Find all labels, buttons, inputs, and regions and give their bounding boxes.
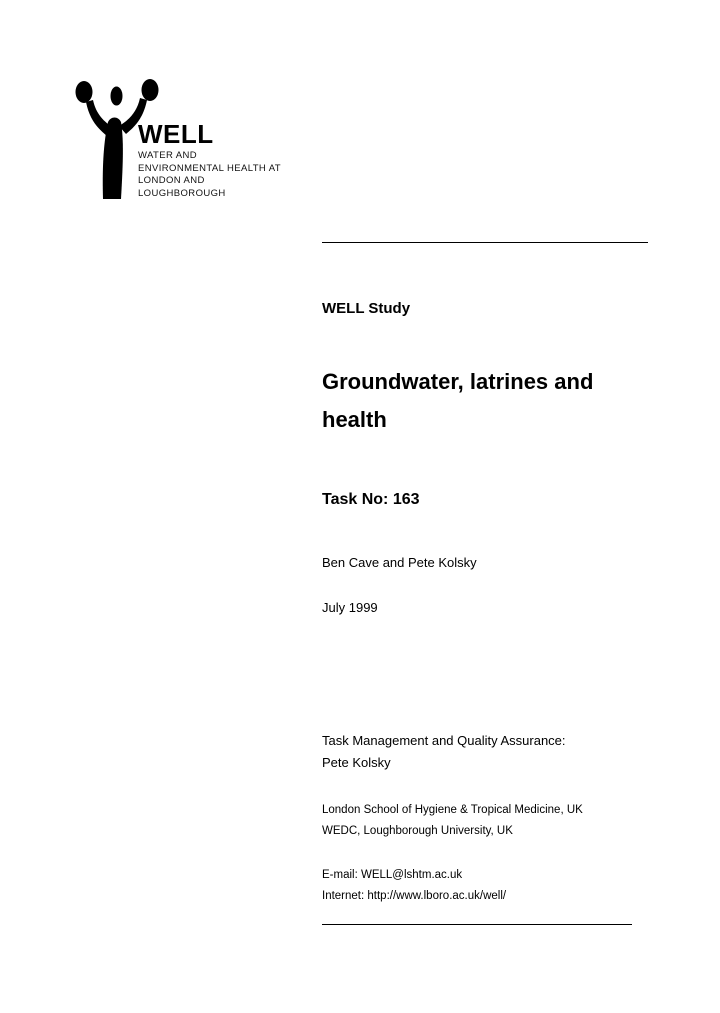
bottom-divider (322, 924, 632, 925)
page-title: Groundwater, latrines and health (322, 369, 594, 432)
well-logo (74, 78, 309, 208)
logo-subtitle-line-3: LONDON AND (138, 175, 205, 186)
logo-subtitle-line-2: ENVIRONMENTAL HEALTH AT (138, 162, 281, 174)
contact-block (322, 865, 506, 907)
logo-subtitle-line-1: WATER AND (138, 150, 198, 161)
publication-date: July 1999 (322, 600, 378, 615)
qa-heading: Task Management and Quality Assurance: (322, 733, 566, 748)
internet-line[interactable]: Internet: http://www.lboro.ac.uk/well/ (322, 890, 507, 902)
top-divider (322, 242, 648, 243)
study-label: WELL Study (322, 300, 411, 317)
logo-wordmark (138, 121, 313, 200)
logo-title: WELL (138, 119, 214, 149)
logo-subtitle-line-4: LOUGHBOROUGH (138, 187, 226, 199)
affiliation-1: London School of Hygiene & Tropical Medicine, UK (322, 804, 583, 816)
email-line[interactable]: E-mail: WELL@lshtm.ac.uk (322, 869, 463, 881)
task-number: Task No: 163 (322, 491, 420, 508)
quality-assurance-block (322, 730, 566, 774)
qa-person: Pete Kolsky (322, 755, 391, 770)
cover-title-column (322, 0, 662, 1013)
authors: Ben Cave and Pete Kolsky (322, 555, 477, 570)
affiliations-block (322, 800, 583, 842)
affiliation-2: WEDC, Loughborough University, UK (322, 825, 513, 837)
logo-subtitle (138, 150, 313, 200)
